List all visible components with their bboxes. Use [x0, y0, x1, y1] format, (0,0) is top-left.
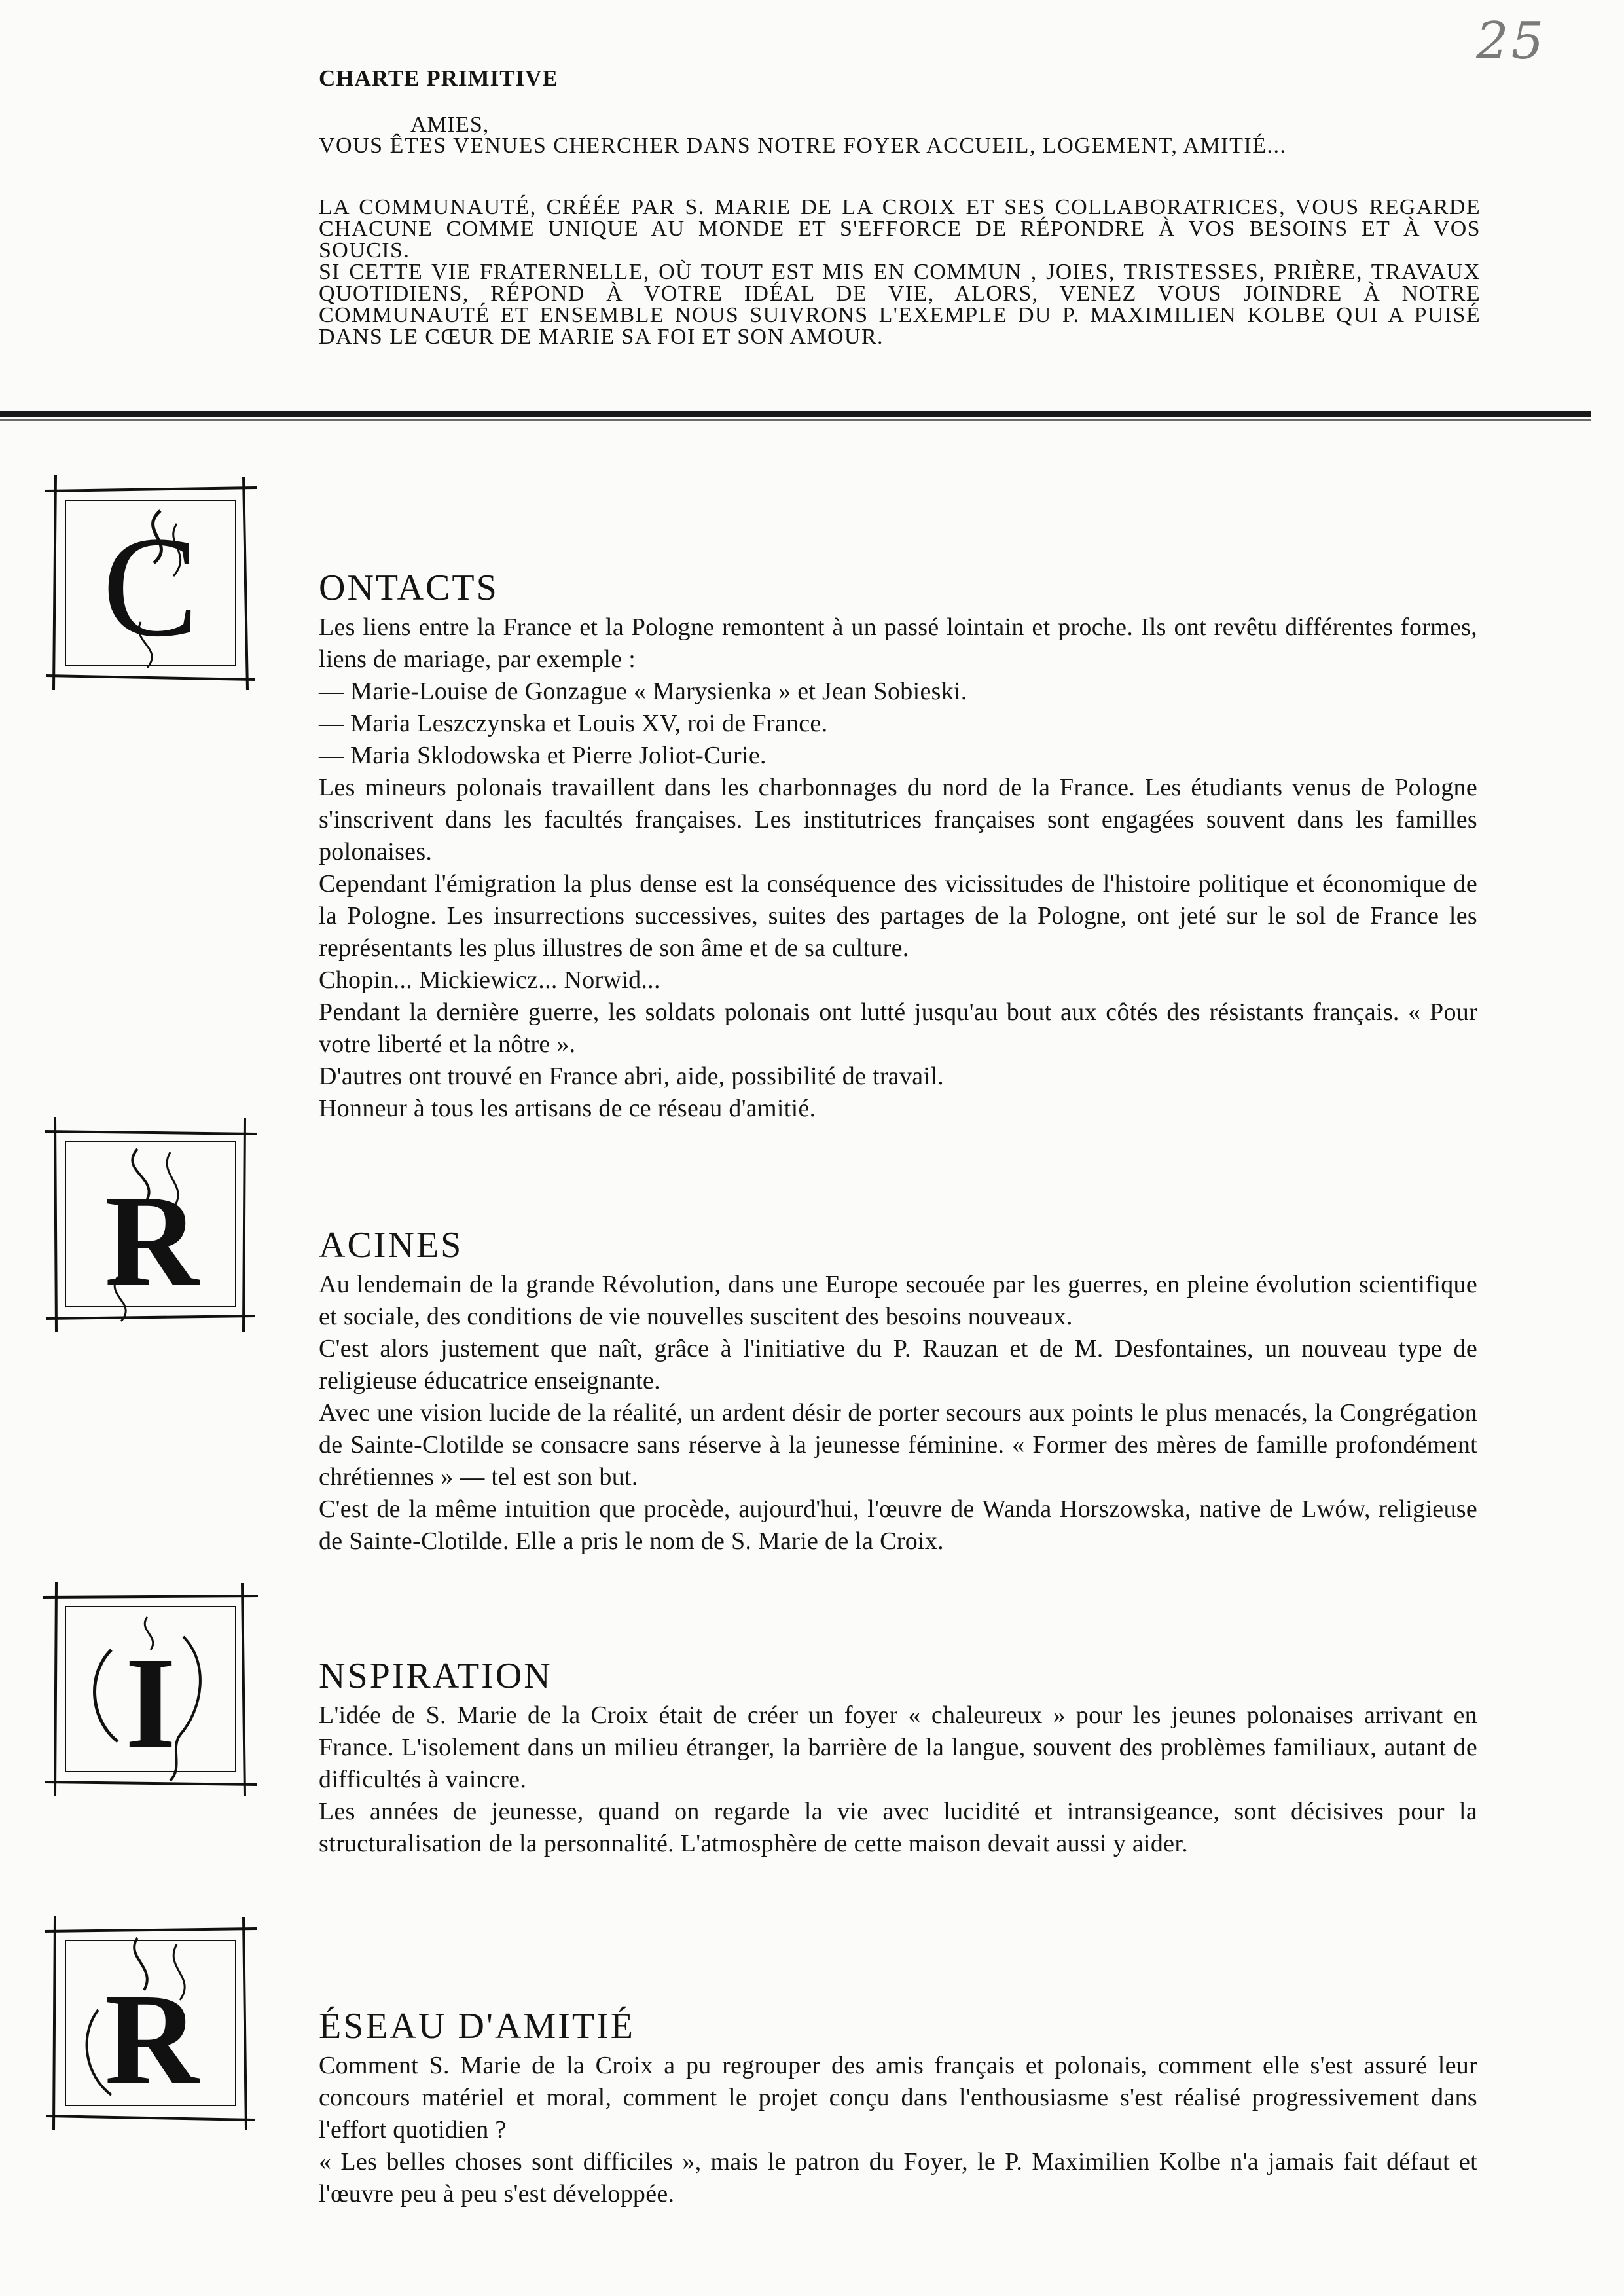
section-paragraph: Les mineurs polonais travaillent dans les charbonnages du nord de la France. Les étudiants venus de Pologne s'inscrivent dans les facultés françaises. Les institutrices françaises sont engagées souvent dans les familles polonaises. — [319, 774, 1477, 866]
drop-cap-r-icon — [39, 1912, 262, 2134]
section-paragraph: — Maria Leszczynska et Louis XV, roi de France. — [319, 710, 828, 737]
section-paragraph: L'idée de S. Marie de la Croix était de créer un foyer « chaleureux » pour les jeunes polonaises arrivant en France. L'isolement dans un milieu étranger, la barrière de la langue, souvent des problèmes familiaux, autant de difficultés à vaincre. — [319, 1702, 1477, 1793]
page-number: 25 — [1476, 12, 1547, 71]
charter-paragraph: SI CETTE VIE FRATERNELLE, OÙ TOUT EST MIS EN COMMUN , JOIES, TRISTESSES, PRIÈRE, TRAVAUX QUOTIDIENS, RÉPOND À VOTRE IDÉAL DE VIE, ALORS, VENEZ VOUS JOINDRE À NOTRE COMMUNAUTÉ ET ENSEMBLE NOUS SUIVRONS L'EXEMPLE DU P. MAXIMILIEN KOLBE QUI A PUISÉ DANS LE CŒUR DE MARIE SA FOI ET SON AMOUR. — [319, 260, 1481, 349]
charter-greeting: AMIES, — [410, 113, 490, 137]
section-paragraph: C'est de la même intuition que procède, aujourd'hui, l'œuvre de Wanda Horszowska, native de Lwów, religieuse de Sainte-Clotilde. Elle a pris le nom de S. Marie de la Croix. — [319, 1495, 1477, 1555]
section-paragraph: Comment S. Marie de la Croix a pu regrouper des amis français et polonais, comment elle s'est assuré leur concours matériel et moral, comment le projet conçu dans l'enthousiasme s'est réalisé progressivement dans l'effort quotidien ? — [319, 2052, 1477, 2143]
svg-text:R: R — [104, 1169, 200, 1313]
section-paragraph: C'est alors justement que naît, grâce à l'initiative du P. Rauzan et de M. Desfontaines, un nouveau type de religieuse éducatrice enseignante. — [319, 1335, 1477, 1394]
section-reseau-amitie — [319, 2007, 1477, 2210]
section-paragraph: « Les belles choses sont difficiles », mais le patron du Foyer, le P. Maximilien Kolbe n'a jamais fait défaut et l'œuvre peu à peu s'est développée. — [319, 2148, 1477, 2208]
section-paragraph: — Maria Sklodowska et Pierre Joliot-Curie. — [319, 742, 767, 769]
section-paragraph: Les liens entre la France et la Pologne remontent à un passé lointain et proche. Ils ont revêtu différentes formes, liens de mariage, par exemple : — [319, 613, 1477, 673]
section-heading: ÉSEAU D'AMITIÉ — [319, 2006, 635, 2047]
section-paragraph: Pendant la dernière guerre, les soldats polonais ont lutté jusqu'au bout aux côtés des résistants français. « Pour votre liberté et la nôtre ». — [319, 998, 1477, 1058]
section-paragraph: Cependant l'émigration la plus dense est la conséquence des vicissitudes de l'histoire politique et économique de la Pologne. Les insurrections successives, suites des partages de la Pologne, ont jeté sur le sol de France les représentants les plus illustres de son âme et de sa culture. — [319, 870, 1477, 962]
section-paragraph: Chopin... Mickiewicz... Norwid... — [319, 966, 660, 994]
section-contacts — [319, 568, 1477, 1125]
section-paragraph: D'autres ont trouvé en France abri, aide, possibilité de travail. — [319, 1063, 944, 1090]
section-paragraph: Les années de jeunesse, quand on regarde la vie avec lucidité et intransigeance, sont décisives pour la structuralisation de la personnalité. L'atmosphère de cette maison devait aussi y aider. — [319, 1798, 1477, 1857]
section-racines — [319, 1226, 1477, 1558]
section-divider-thin — [0, 419, 1591, 421]
drop-cap-r-icon — [39, 1113, 262, 1336]
drop-cap-c-icon — [39, 471, 262, 694]
svg-text:C: C — [102, 507, 199, 666]
charter-body — [319, 190, 1481, 348]
svg-text:R: R — [104, 1967, 200, 2112]
section-paragraph: Au lendemain de la grande Révolution, dans une Europe secouée par les guerres, en pleine évolution scientifique et sociale, des conditions de vie nouvelles suscitent des besoins nouveaux. — [319, 1271, 1477, 1330]
charter-title: CHARTE PRIMITIVE — [319, 65, 558, 91]
section-heading: ONTACTS — [319, 568, 499, 608]
svg-text:I: I — [125, 1631, 176, 1776]
section-inspiration — [319, 1656, 1477, 1860]
section-paragraph: Avec une vision lucide de la réalité, un ardent désir de porter secours aux points le plus menacés, la Congrégation de Sainte-Clotilde se consacre sans réserve à la jeunesse féminine. « Former des mères de famille profondément chrétiennes » — tel est son but. — [319, 1399, 1477, 1491]
drop-cap-i-icon — [39, 1578, 262, 1800]
section-divider — [0, 411, 1591, 417]
section-heading: NSPIRATION — [319, 1656, 552, 1696]
charter-paragraph: LA COMMUNAUTÉ, CRÉÉE PAR S. MARIE DE LA CROIX ET SES COLLABORATRICES, VOUS REGARDE CHACUNE COMME UNIQUE AU MONDE ET S'EFFORCE DE RÉPONDRE À VOS BESOINS ET À VOS SOUCIS. — [319, 195, 1481, 263]
section-paragraph: Honneur à tous les artisans de ce réseau d'amitié. — [319, 1095, 816, 1122]
section-heading: ACINES — [319, 1225, 463, 1266]
charter-lead: VOUS ÊTES VENUES CHERCHER DANS NOTRE FOYER ACCUEIL, LOGEMENT, AMITIÉ... — [319, 134, 1287, 158]
section-paragraph: — Marie-Louise de Gonzague « Marysienka » et Jean Sobieski. — [319, 678, 967, 705]
